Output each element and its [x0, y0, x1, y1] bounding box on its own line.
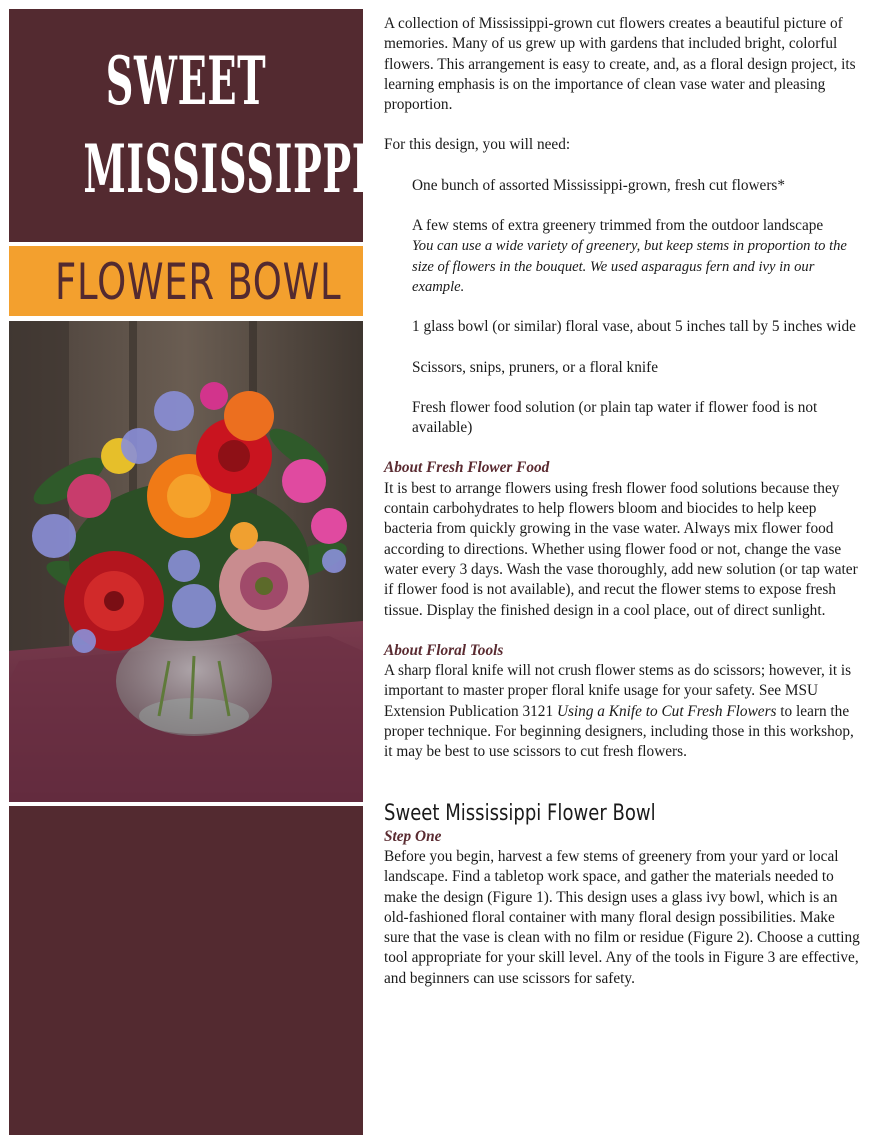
subtitle-block: [9, 246, 363, 316]
step-one-body: Before you begin, harvest a few stems of greenery from your yard or local landscape. Find a tabletop work space, and gather the materials needed to make the design (Figure 1). This design uses a glass ivy bowl, which is an old-fashioned floral container with many floral design possibilities. Make sure that the vase is clean with no film or residue (Figure 2). Choose a cutting tool appropriate for your skill level. Any of the tools in Figure 3 are effective, and beginners can use scissors for safety.: [384, 847, 860, 987]
flower-food-body: It is best to arrange flowers using fresh flower food solutions because they contain carbohydrates to help flowers bloom and biocides to help keep bacteria from quickly growing in the vase water. Always mix flower food according to directions. Whether using flower food or not, change the vase water every 3 days. Wash the vase thoroughly, add new solution (or tap water if flower food is not available), and recut the flower stems to expose fresh tissue. Display the finished design in a cool place, out of direct sunlight.: [384, 479, 858, 619]
content-column: [384, 14, 860, 989]
need-item-3: [412, 317, 860, 337]
need-item-text: One bunch of assorted Mississippi-grown, fresh cut flowers*: [412, 176, 786, 194]
flower-bowl-photo: [9, 321, 363, 802]
title-line-1: SWEET: [105, 42, 267, 120]
floral-tools-text-end: to learn the proper technique. For beginning designers, including those in this workshop, it may be best to use scissors to cut fresh flowers.: [384, 702, 854, 761]
need-item-text: 1 glass bowl (or similar) floral vase, about 5 inches tall by 5 inches wide: [412, 318, 856, 336]
flower-food-heading: About Fresh Flower Food: [384, 459, 550, 477]
need-item-text: Scissors, snips, pruners, or a floral knife: [412, 358, 658, 376]
need-item-text: Fresh flower food solution (or plain tap water if flower food is not available): [412, 398, 818, 437]
need-item-note: You can use a wide variety of greenery, but keep stems in proportion to the size of flowers in the bouquet. We used asparagus fern and ivy in our example.: [412, 238, 847, 295]
need-item-4: [412, 358, 860, 378]
title-block: [9, 9, 371, 242]
need-item-text: A few stems of extra greenery trimmed from the outdoor landscape: [412, 217, 824, 235]
step-one-label: Step One: [384, 827, 442, 845]
need-item-5: [412, 398, 860, 439]
maroon-panel: [9, 806, 363, 1135]
floral-tools-heading: About Floral Tools: [384, 641, 504, 659]
publication-title: Using a Knife to Cut Fresh Flowers: [556, 702, 777, 720]
need-item-1: [412, 176, 860, 196]
needs-intro: For this design, you will need:: [384, 136, 571, 154]
title-line-2: MISSISSIPPI: [83, 130, 371, 208]
floral-tools-text: A sharp floral knife will not crush flower stems as do scissors; however, it is important to master proper floral knife usage for your safety. See MSU Extension Publication 3121: [384, 662, 852, 720]
steps-title: Sweet Mississippi Flower Bowl: [384, 800, 656, 826]
need-item-2: [412, 216, 860, 297]
subtitle: FLOWER BOWL: [55, 253, 342, 311]
intro-paragraph: A collection of Mississippi-grown cut flowers creates a beautiful picture of memories. Many of us grew up with gardens that included bright, colorful flowers. This arrangement is easy to create, and, as a floral design project, its learning emphasis is on the importance of clean vase water and pleasing proportion.: [384, 15, 856, 114]
floral-tools-body: [384, 661, 860, 762]
